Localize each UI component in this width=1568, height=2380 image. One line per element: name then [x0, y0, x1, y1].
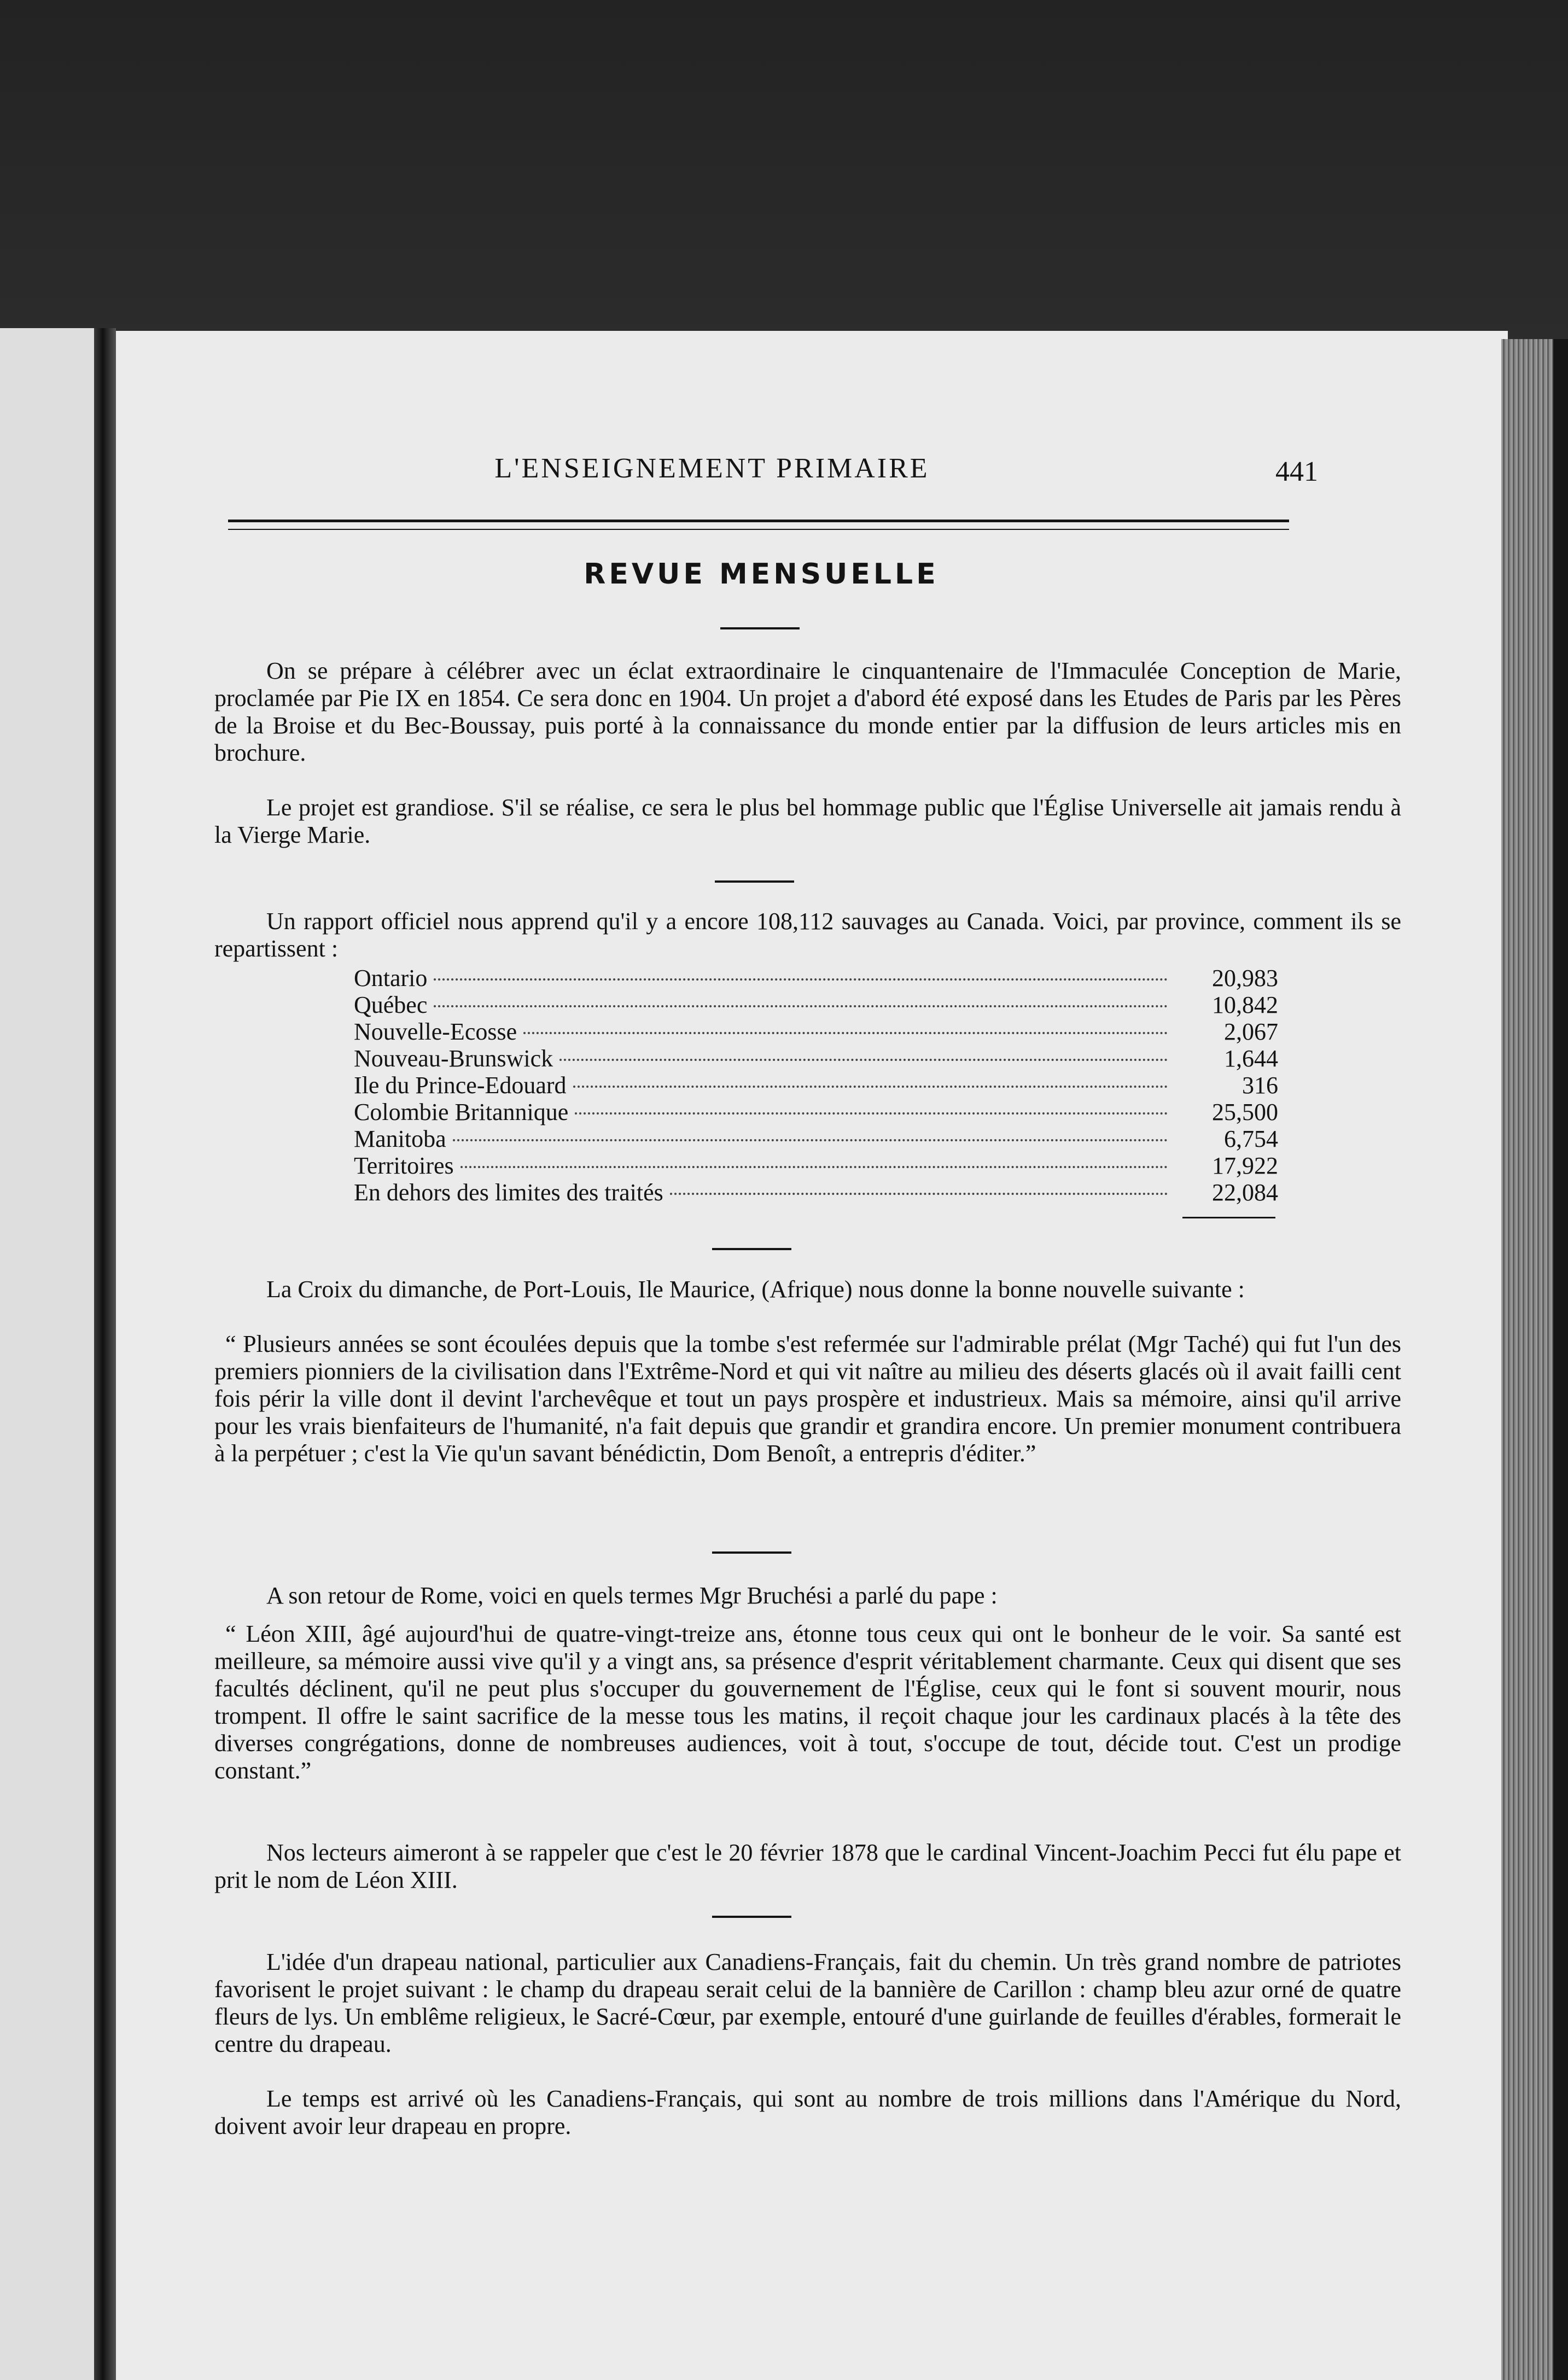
- paragraph-flag-conclusion: Le temps est arrivé où les Canadiens-Français, qui sont au nombre de trois millions dans l'Amérique du Nord, doivent avoir leur drapeau en propre.: [214, 2085, 1401, 2139]
- province-name: Québec: [354, 991, 428, 1018]
- separator-rule: [712, 1551, 791, 1554]
- paragraph-croix-intro: La Croix du dimanche, de Port-Louis, Ile Maurice, (Afrique) nous donne la bonne nouvelle suivante :: [266, 1276, 1245, 1303]
- table-row: [354, 964, 1278, 991]
- paragraph-project: Le projet est grandiose. S'il se réalise, ce sera le plus bel hommage public que l'Église Universelle ait jamais rendu à la Vierge Marie.: [214, 794, 1401, 848]
- province-count: 6,754: [1224, 1125, 1278, 1152]
- table-row: [354, 1071, 1278, 1098]
- province-name: En dehors des limites des traités: [354, 1179, 663, 1206]
- book-cover-edge: [1553, 339, 1568, 2380]
- province-count: 17,922: [1212, 1152, 1278, 1179]
- separator-rule: [712, 1248, 791, 1250]
- province-count: 25,500: [1212, 1099, 1278, 1125]
- page-number: 441: [1275, 456, 1318, 487]
- table-row: [354, 1018, 1278, 1045]
- paragraph-bruchesi-intro: A son retour de Rome, voici en quels termes Mgr Bruchési a parlé du pape :: [266, 1582, 998, 1609]
- province-count: 316: [1242, 1072, 1278, 1099]
- table-row: [354, 1098, 1278, 1125]
- province-count: 20,983: [1212, 965, 1278, 991]
- book-page: [116, 331, 1508, 2380]
- table-row: [354, 1045, 1278, 1071]
- province-name: Colombie Britannique: [354, 1099, 569, 1125]
- province-name: Ile du Prince-Edouard: [354, 1072, 567, 1099]
- paragraph-jubilee: On se prépare à célébrer avec un éclat extraordinaire le cinquantenaire de l'Immaculée Conception de Marie, proclamée par Pie IX en 1854. Ce sera donc en 1904. Un projet a d'abord été exposé dans les Etudes de Paris par les Pères de la Broise et du Bec-Boussay, puis porté à la connaissance du monde entier par la diffusion de leurs articles mis en brochure.: [214, 657, 1401, 766]
- province-name: Nouvelle-Ecosse: [354, 1018, 517, 1045]
- table-row: [354, 1125, 1278, 1152]
- province-table: [354, 964, 1278, 1205]
- table-row: [354, 1152, 1278, 1179]
- separator-rule: [715, 880, 794, 883]
- province-count: 10,842: [1212, 991, 1278, 1018]
- table-row: [354, 991, 1278, 1018]
- section-heading: REVUE MENSUELLE: [584, 558, 939, 591]
- header-rule-thick: [228, 520, 1289, 522]
- quote-tache: “ Plusieurs années se sont écoulées depuis que la tombe s'est refermée sur l'admirable prélat (Mgr Taché) qui fut l'un des premiers pionniers de la civilisation dans l'Extrême-Nord et qui vit naître au milieu des déserts glacés où il avait failli cent fois périr la ville dont il devint l'archevêque et tout un pays prospère et industrieux. Mais sa mémoire, ainsi qu'il arrive pour les vrais bienfaiteurs de l'humanité, n'a fait depuis que grandir et grandira encore. Un premier monument contribuera à la perpétuer ; c'est la Vie qu'un savant bénédictin, Dom Benoît, a entrepris d'éditer.”: [214, 1331, 1401, 1467]
- province-count: 2,067: [1224, 1018, 1278, 1045]
- province-name: Nouveau-Brunswick: [354, 1045, 553, 1072]
- paragraph-census-intro: Un rapport officiel nous apprend qu'il y a encore 108,112 sauvages au Canada. Voici, par province, comment ils se repartissent :: [214, 908, 1401, 962]
- scan-background: [0, 0, 1568, 350]
- paragraph-pecci: Nos lecteurs aimeront à se rappeler que c'est le 20 février 1878 que le cardinal Vincent-Joachim Pecci fut élu pape et prit le nom de Léon XIII.: [214, 1839, 1401, 1893]
- province-name: Ontario: [354, 965, 428, 991]
- header-rule-thin: [228, 529, 1289, 530]
- table-row: [354, 1179, 1278, 1205]
- paragraph-flag: L'idée d'un drapeau national, particulier aux Canadiens-Français, fait du chemin. Un très grand nombre de patriotes favorisent le projet suivant : le champ du drapeau serait celui de la bannière de Carillon : champ bleu azur orné de quatre fleurs de lys. Un emblême religieux, le Sacré-Cœur, par exemple, entouré d'une guirlande de feuilles d'érables, formerait le centre du drapeau.: [214, 1949, 1401, 2057]
- facing-page-edge: [0, 328, 109, 2380]
- province-count: 1,644: [1224, 1045, 1278, 1072]
- province-count: 22,084: [1212, 1179, 1278, 1206]
- separator-rule: [720, 627, 800, 629]
- province-name: Manitoba: [354, 1125, 446, 1152]
- running-header: [220, 452, 1401, 491]
- book-gutter: [94, 328, 116, 2380]
- separator-rule: [712, 1916, 791, 1918]
- total-rule: [1182, 1217, 1275, 1218]
- quote-leon-xiii: “ Léon XIII, âgé aujourd'hui de quatre-vingt-treize ans, étonne tous ceux qui ont le bonheur de le voir. Sa santé est meilleure, sa mémoire aussi vive qu'il y a vingt ans, sa présence d'esprit véritablement charmante. Ceux qui disent que ses facultés déclinent, qu'il ne peut plus s'occuper du gouvernement de l'Église, ceux qui le font si souvent mourir, nous trompent. Il offre le saint sacrifice de la messe tous les matins, il reçoit chaque jour les cardinaux placés à la tête des diverses congrégations, donne de nombreuses audiences, voit à tout, s'occupe de tout, décide tout. C'est un prodige constant.”: [214, 1620, 1401, 1784]
- province-name: Territoires: [354, 1152, 454, 1179]
- running-title: L'ENSEIGNEMENT PRIMAIRE: [494, 453, 930, 484]
